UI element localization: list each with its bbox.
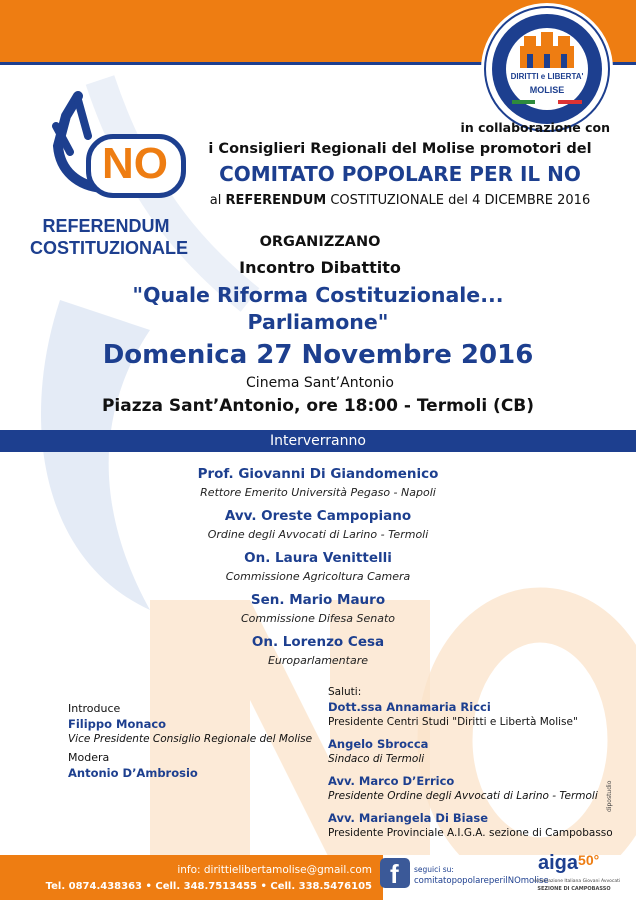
diritti-liberta-logo bbox=[484, 6, 610, 132]
follow-label: seguici su: bbox=[414, 865, 454, 874]
interverranno-band bbox=[0, 430, 636, 452]
saluti-name: Dott.ssa Annamaria Ricci bbox=[328, 700, 491, 714]
header-line1: i Consiglieri Regionali del Molise promotori del bbox=[208, 141, 592, 157]
event-address: Piazza Sant’Antonio, ore 18:00 - Termoli (CB) bbox=[101, 396, 535, 416]
saluti-name: Angelo Sbrocca bbox=[328, 737, 429, 751]
header-line3: al REFERENDUM COSTITUZIONALE del 4 DICEMBRE 2016 bbox=[209, 193, 591, 208]
modera-name: Antonio D’Ambrosio bbox=[68, 766, 198, 780]
aiga-years: 50° bbox=[578, 852, 600, 868]
saluti-role: Presidente Ordine degli Avvocati di Larino - Termoli bbox=[328, 790, 598, 802]
event-date: Domenica 27 Novembre 2016 bbox=[102, 340, 534, 370]
tricolor-stripe bbox=[512, 100, 582, 104]
follow-page[interactable]: comitatopopolareperilNOmolise bbox=[414, 876, 549, 886]
saluti-role: Presidente Provinciale A.I.G.A. sezione di Campobasso bbox=[328, 827, 613, 839]
event-type: Incontro Dibattito bbox=[239, 258, 401, 277]
no-logo-line2: COSTITUZIONALE bbox=[30, 238, 188, 258]
modera-label: Modera bbox=[68, 751, 110, 764]
castle-towers-icon bbox=[520, 32, 574, 68]
speaker-role: Europarlamentare bbox=[267, 654, 368, 667]
event-title-line2: Parliamone" bbox=[247, 310, 389, 334]
speaker-role: Commissione Agricoltura Camera bbox=[225, 570, 411, 583]
saluti-role: Presidente Centri Studi "Diritti e Libertà Molise" bbox=[328, 716, 578, 728]
speaker-name: Prof. Giovanni Di Giandomenico bbox=[197, 466, 439, 482]
introduce-role: Vice Presidente Consiglio Regionale del Molise bbox=[68, 733, 313, 745]
saluti-role: Sindaco di Termoli bbox=[328, 753, 425, 765]
aiga-logo bbox=[538, 852, 599, 875]
event-title-line1: "Quale Riforma Costituzionale... bbox=[132, 283, 504, 307]
event-venue: Cinema Sant’Antonio bbox=[246, 375, 394, 391]
designer-credit: dipostudio bbox=[606, 780, 613, 812]
speaker-name: On. Laura Venittelli bbox=[244, 550, 392, 566]
aiga-name: aiga bbox=[538, 852, 579, 874]
footer-email[interactable]: info: dirittielibertamolise@gmail.com bbox=[177, 864, 372, 876]
speaker-role: Commissione Difesa Senato bbox=[240, 612, 396, 625]
introduce-label: Introduce bbox=[68, 702, 121, 715]
aiga-section: SEZIONE DI CAMPOBASSO bbox=[537, 886, 611, 892]
partner-logo-line1: DIRITTI e LIBERTA' bbox=[510, 72, 584, 81]
no-logo-letters: NO bbox=[102, 139, 168, 188]
header-line2: COMITATO POPOLARE PER IL NO bbox=[219, 162, 581, 186]
saluti-label: Saluti: bbox=[328, 686, 362, 698]
speaker-name: On. Lorenzo Cesa bbox=[251, 634, 385, 650]
speaker-role: Ordine degli Avvocati di Larino - Termoli bbox=[207, 528, 429, 541]
speaker-name: Avv. Oreste Campopiano bbox=[224, 508, 412, 524]
left-column bbox=[68, 702, 312, 780]
saluti-name: Avv. Marco D’Errico bbox=[328, 774, 455, 788]
partner-logo-line2: MOLISE bbox=[529, 85, 565, 95]
speaker-name: Sen. Mario Mauro bbox=[250, 592, 386, 608]
speaker-role: Rettore Emerito Università Pegaso - Napoli bbox=[200, 486, 436, 499]
right-column bbox=[328, 686, 613, 839]
interverranno-label: Interverranno bbox=[270, 433, 366, 449]
no-logo-line1: REFERENDUM bbox=[42, 216, 170, 236]
footer-phones: Tel. 0874.438363 • Cell. 348.7513455 • Cell. 338.5476105 bbox=[45, 881, 372, 892]
aiga-subtitle: Associazione Italiana Giovani Avvocati bbox=[534, 879, 621, 884]
introduce-name: Filippo Monaco bbox=[68, 717, 167, 731]
saluti-name: Avv. Mariangela Di Biase bbox=[328, 811, 489, 825]
collab-text: in collaborazione con bbox=[460, 120, 610, 135]
facebook-icon[interactable]: f bbox=[380, 858, 410, 888]
organizzano-text: ORGANIZZANO bbox=[259, 234, 381, 250]
